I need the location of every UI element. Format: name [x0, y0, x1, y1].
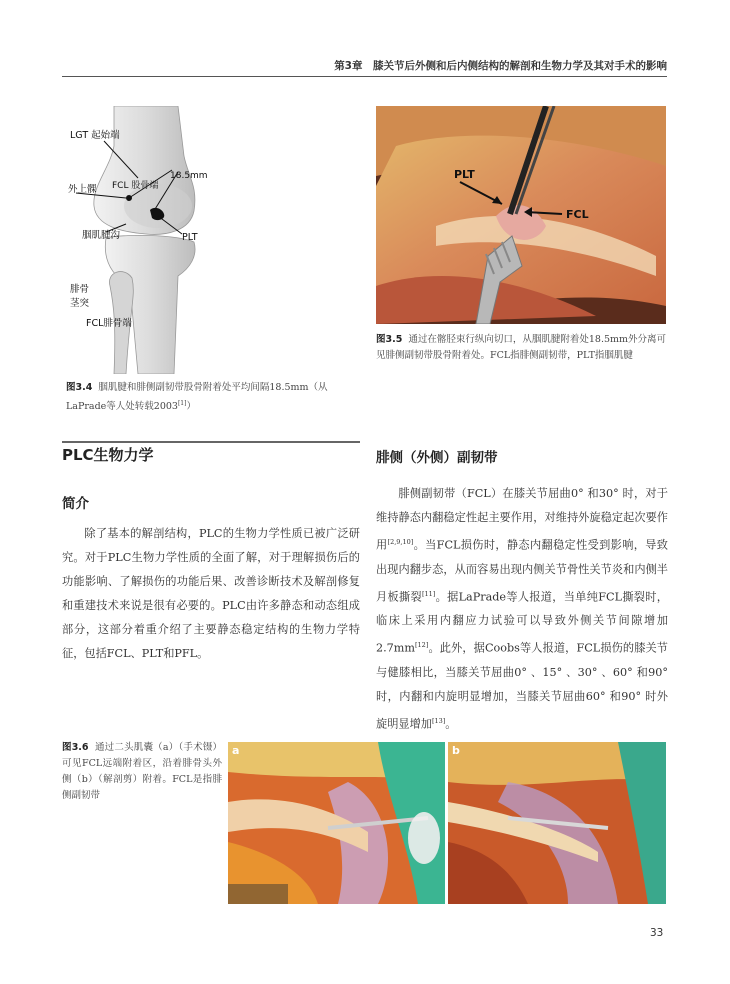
caption-3-6-text: 通过二头肌囊（a）（手术镊）可见FCL远端附着区，沿着腓骨头外侧（b）（解剖剪）附着。FCL是指腓侧副韧带	[62, 742, 222, 801]
label-distance: 18.5mm	[170, 171, 208, 181]
section-title: PLC生物力学	[62, 446, 154, 464]
fcl-ref-1: [2,9,10]	[387, 538, 414, 546]
fcl-text-2: 。当FCL损伤时，静态内翻稳定性受到影响，导致出现内翻步态，从而容易出现内侧关节骨性关节炎和内侧半月板撕裂	[376, 538, 668, 604]
fcl-text-4: 。此外，据Coobs等人报道，FCL损伤的膝关节与健膝相比，当膝关节屈曲0° 、15° 、30° 、60° 和90° 时，内翻和内旋明显增加，当膝关节屈曲60° 和90° 时外旋明显增加	[376, 642, 668, 731]
label-epicondyle: 外上髁	[68, 184, 97, 195]
caption-3-4-ref: [1]	[177, 400, 187, 407]
fcl-section-title: 腓侧（外侧）副韧带	[376, 450, 498, 466]
caption-3-6-label: 图3.6	[62, 742, 89, 753]
header-rule	[62, 76, 667, 77]
figure-3-5-photo	[376, 106, 666, 324]
figure-3-4-illustration	[66, 106, 216, 374]
caption-figure-3-4	[66, 380, 366, 415]
fcl-text-5: 。	[445, 717, 457, 731]
caption-3-4-label: 图3.4	[66, 382, 93, 393]
caption-3-4-text: 腘肌腱和腓侧副韧带股骨附着处平均间隔18.5mm（从LaPrade等人处转载2003	[66, 382, 328, 413]
intro-title: 简介	[62, 496, 89, 512]
panel-a-label: a	[232, 744, 240, 757]
fcl-text-1: 腓侧副韧带（FCL）在膝关节屈曲0° 和30° 时，对于维持静态内翻稳定性起主要作用，对维持外旋稳定起次要作用	[376, 487, 668, 552]
caption-figure-3-5	[376, 332, 668, 364]
caption-figure-3-6	[62, 740, 222, 804]
fcl-ref-2: [11]	[421, 589, 436, 598]
fcl-text-3: 。据LaPrade等人报道，当单纯FCL撕裂时，临床上采用内翻应力试验可以导致外侧关节间隙增加2.7mm	[376, 590, 668, 656]
fcl-paragraph	[376, 482, 668, 737]
label-fibular-styloid-1: 腓骨	[70, 284, 90, 295]
fcl-ref-4: [13]	[431, 717, 446, 726]
page-number: 33	[650, 927, 664, 939]
label-fcl-fibula: FCL腓骨端	[86, 318, 132, 329]
fcl-ref-3: [12]	[415, 641, 429, 650]
section-rule-left	[62, 441, 360, 443]
label-fcl-femur: FCL 股骨端	[112, 181, 159, 191]
running-header: 第3章 膝关节后外侧和后内侧结构的解剖和生物力学及其对手术的影响	[334, 60, 667, 72]
label-lgt: LGT 起始端	[70, 130, 120, 141]
caption-3-5-text: 通过在髂胫束行纵向切口，从腘肌腱附着处18.5mm外分离可见腓侧副韧带股骨附着处。FCL指腓侧副韧带，PLT指腘肌腱	[376, 334, 667, 361]
label-fibular-styloid-2: 茎突	[70, 298, 90, 309]
label-fcl-photo: FCL	[566, 208, 589, 221]
intro-paragraph: 除了基本的解剖结构，PLC的生物力学性质已被广泛研究。对于PLC生物力学性质的全面了解，对于理解损伤后的功能影响、了解损伤的功能后果、改善诊断技术及解剖修复和重建技术来说是很有必要的。PLC由许多静态和动态组成部分，这部分着重介绍了主要静态稳定结构的生物力学特征，包括FCL、PLT和PFL。	[62, 527, 360, 660]
figure-3-6-panel-b	[448, 742, 666, 904]
caption-3-4-end: ）	[186, 401, 196, 413]
label-popliteus-groove: 腘肌腱沟	[82, 230, 121, 241]
panel-b-label: b	[452, 744, 460, 757]
label-plt: PLT	[182, 232, 198, 243]
label-plt-photo: PLT	[454, 168, 475, 181]
caption-3-5-label: 图3.5	[376, 334, 403, 345]
figure-3-6-panel-a	[228, 742, 445, 904]
